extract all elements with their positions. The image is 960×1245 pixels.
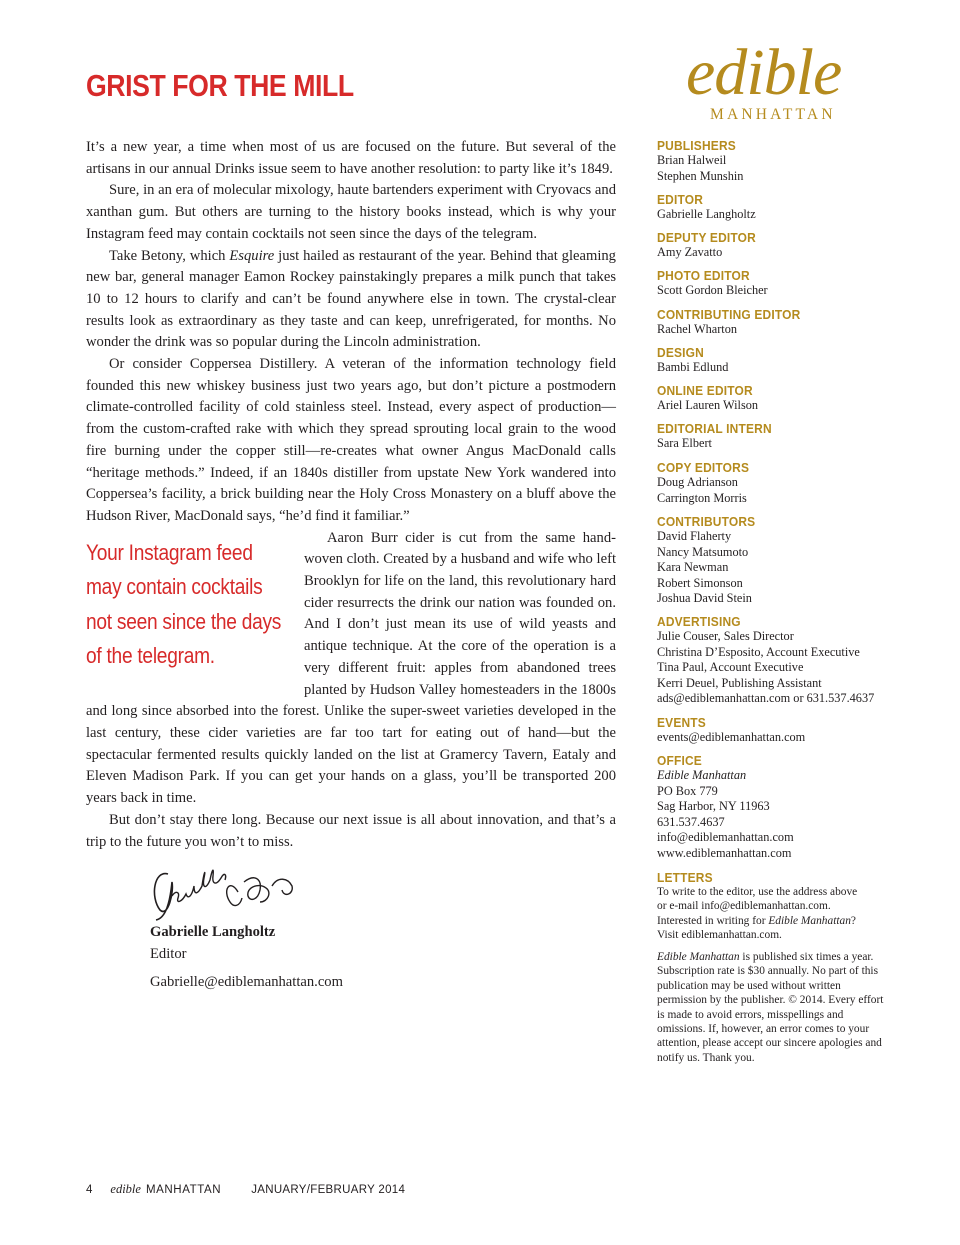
footer-brand-word: edible: [110, 1182, 141, 1196]
masthead-line: Sag Harbor, NY 11963: [657, 799, 770, 814]
masthead-heading: ADVERTISING: [657, 614, 741, 629]
fine-print-pub-name: Edible Manhattan: [657, 951, 740, 963]
masthead-line: Rachel Wharton: [657, 322, 738, 336]
paragraph-1: It’s a new year, a time when most of us are focused on the future. But several of the artisans in our annual Drinks issue seem to have another resolution: to party like it’s 1849.: [86, 139, 616, 177]
letters-line: [657, 914, 902, 928]
masthead-line: Carrington Morris: [657, 490, 747, 505]
masthead-heading: PHOTO EDITOR: [657, 268, 750, 283]
article-body: [86, 137, 616, 853]
paragraph-5: Aaron Burr cider is cut from the same hand-woven cloth. Created by a husband and wife who left Brooklyn for life on the land, this revolutionary hard cider resurrects the drink our nation was founded on. And I don’t just mean its use of wild yeasts and antique technique. At the core of the operation is a very different fruit: apples from abandoned trees planted by Hudson Valley homesteaders in the 1800s and long since absorbed into the forest. Unlike the super-sweet varieties developed in the last century, these cider varieties are far too tart for eating out of hand—but the spectacular fermented results quickly landed on the list at Gramercy Tavern, Eataly and Eleven Madison Park. If you can get your hands on a glass, you’ll be transported 200 years back in time.: [86, 529, 616, 807]
pull-quote-line: of the telegram.: [86, 643, 215, 669]
pull-quote-line: may contain cocktails: [86, 574, 263, 600]
masthead-section-advertising: [657, 614, 902, 707]
paragraph-6: But don’t stay there long. Because our next issue is all about innovation, and that’s a trip to the future you won’t to miss.: [86, 811, 616, 850]
letters-punct: ?: [850, 914, 856, 927]
masthead-line: Doug Adrianson: [657, 475, 738, 489]
masthead-line: Amy Zavatto: [657, 245, 723, 259]
masthead-fine-print: [657, 950, 889, 1065]
page-footer: [86, 1182, 405, 1197]
masthead-line: Robert Simonson: [657, 575, 743, 590]
masthead-line: Brian Halweil: [657, 153, 727, 167]
masthead-heading: PUBLISHERS: [657, 138, 736, 153]
masthead-section-contributing-editor: [657, 307, 902, 338]
masthead-line: Ariel Lauren Wilson: [657, 398, 759, 412]
masthead-heading: EDITOR: [657, 192, 704, 207]
masthead-line: Bambi Edlund: [657, 360, 729, 374]
masthead-line: Gabrielle Langholtz: [657, 207, 756, 221]
paragraph-2: Sure, in an era of molecular mixology, haute bartenders experiment with Cryovacs and xanthan gum. But others are turning to the history books instead, which is why your Instagram feed may contain cocktails not seen since the days of the telegram.: [86, 182, 616, 242]
masthead-heading: EDITORIAL INTERN: [657, 421, 772, 436]
paragraph-4: [86, 354, 616, 528]
masthead-section-editorial-intern: [657, 421, 902, 452]
masthead-section-events: [657, 715, 902, 746]
paragraph-3: [86, 246, 616, 355]
page-number: 4: [86, 1184, 93, 1196]
masthead-line: Sara Elbert: [657, 436, 712, 450]
masthead-line: Christina D’Esposito, Account Executive: [657, 644, 860, 659]
masthead-section-editor: [657, 192, 902, 223]
letters-line: or e-mail info@ediblemanhattan.com.: [657, 900, 831, 913]
pull-quote: [86, 536, 298, 686]
paragraph-3-end: just hailed as restaurant of the year. Behind that gleaming new bar, general manager Eamon Rockey painstakingly prepares a milk punch that takes 10 to 12 hours to clarify and can’t be found anywhere else in town. The crystal-clear results look as extraordinary as they taste and can keep, unrefrigerated, for months. No wonder the drink was so popular during the Lincoln administration.: [86, 247, 616, 351]
masthead-heading: EVENTS: [657, 715, 706, 730]
signoff-email: Gabrielle@ediblemanhattan.com: [150, 974, 343, 990]
letters-line: To write to the editor, use the address above: [657, 886, 858, 898]
paragraph-4-text: Or consider Coppersea Distillery. A veteran of the information technology field founded this new whiskey business just two years ago, but don’t picture a postmodern climate-controlled facility of cold stainless steel. Instead, every aspect of production—from the custom-crafted rake with which they spread sprouting local grain to the wood fire burning under the copper still—re-creates what owner Angus MacDonald calls “heritage methods.” Indeed, if an 1840s distiller from upstate New York wandered into Coppersea’s facility, a brick building near the Holy Cross Monastery on a bluff above the Hudson River, MacDonald says, “he’d find it familiar.”: [86, 356, 616, 524]
signature-image: [146, 852, 306, 922]
masthead-line: www.ediblemanhattan.com: [657, 845, 792, 860]
masthead-heading: LETTERS: [657, 870, 713, 885]
masthead-line: Scott Gordon Bleicher: [657, 283, 768, 297]
masthead-section-design: [657, 345, 902, 376]
edible-logo-subtitle: MANHATTAN: [710, 106, 836, 123]
masthead-line: David Flaherty: [657, 529, 732, 543]
letters-pub-name: Edible Manhattan: [768, 914, 851, 927]
letters-line: Visit ediblemanhattan.com.: [657, 929, 782, 942]
masthead-line: Tina Paul, Account Executive: [657, 660, 804, 675]
masthead-heading: OFFICE: [657, 753, 702, 768]
masthead-line: 631.537.4637: [657, 814, 725, 829]
masthead-heading: DEPUTY EDITOR: [657, 230, 756, 245]
masthead-line: events@ediblemanhattan.com: [657, 730, 806, 744]
edible-logo: edible: [686, 36, 842, 109]
masthead-line: Joshua David Stein: [657, 591, 752, 606]
masthead-section-publishers: [657, 138, 902, 184]
masthead-line: PO Box 779: [657, 783, 718, 798]
footer-brand-sub: MANHATTAN: [145, 1184, 222, 1196]
pull-quote-line: Your Instagram feed: [86, 539, 253, 565]
letters-text: Interested in writing for: [657, 914, 769, 927]
signoff-role: Editor: [150, 946, 187, 962]
masthead-section-photo-editor: [657, 268, 902, 299]
masthead-line: Nancy Matsumoto: [657, 544, 749, 559]
masthead-section-office: [657, 753, 902, 862]
masthead-heading: COPY EDITORS: [657, 460, 750, 475]
masthead-heading: CONTRIBUTING EDITOR: [657, 307, 801, 322]
masthead-line: Kerri Deuel, Publishing Assistant: [657, 675, 822, 690]
paragraph-3-start: Take Betony, which: [109, 247, 230, 264]
masthead-line: ads@ediblemanhattan.com or 631.537.4637: [657, 691, 875, 706]
masthead-section-deputy-editor: [657, 230, 902, 261]
fine-print-text: is published six times a year. Subscription rate is $30 annually. No part of this publication may be used without written permission by the publisher. © 2014. Every effort is made to avoid errors, misspellings and omissions. If, however, an error comes to your attention, please accept our sincere apologies and notify us. Thank you.: [657, 951, 884, 1064]
masthead-line: Stephen Munshin: [657, 168, 744, 183]
masthead-line: info@ediblemanhattan.com: [657, 830, 794, 845]
article-title: GRIST FOR THE MILL: [86, 68, 354, 103]
masthead-heading: CONTRIBUTORS: [657, 514, 756, 529]
esquire-title: Esquire: [229, 247, 275, 264]
masthead-heading: ONLINE EDITOR: [657, 383, 753, 398]
footer-issue: JANUARY/FEBRUARY 2014: [251, 1184, 406, 1196]
masthead-heading: DESIGN: [657, 345, 704, 360]
masthead-line: Edible Manhattan: [657, 768, 747, 782]
masthead-section-copy-editors: [657, 460, 902, 506]
masthead-section-contributors: [657, 514, 902, 607]
masthead-section-letters: [657, 870, 902, 943]
pull-quote-line: not seen since the days: [86, 608, 282, 634]
masthead-line: Kara Newman: [657, 560, 729, 575]
signoff-name: Gabrielle Langholtz: [150, 924, 276, 940]
masthead-section-online-editor: [657, 383, 902, 414]
masthead-line: Julie Couser, Sales Director: [657, 629, 794, 643]
